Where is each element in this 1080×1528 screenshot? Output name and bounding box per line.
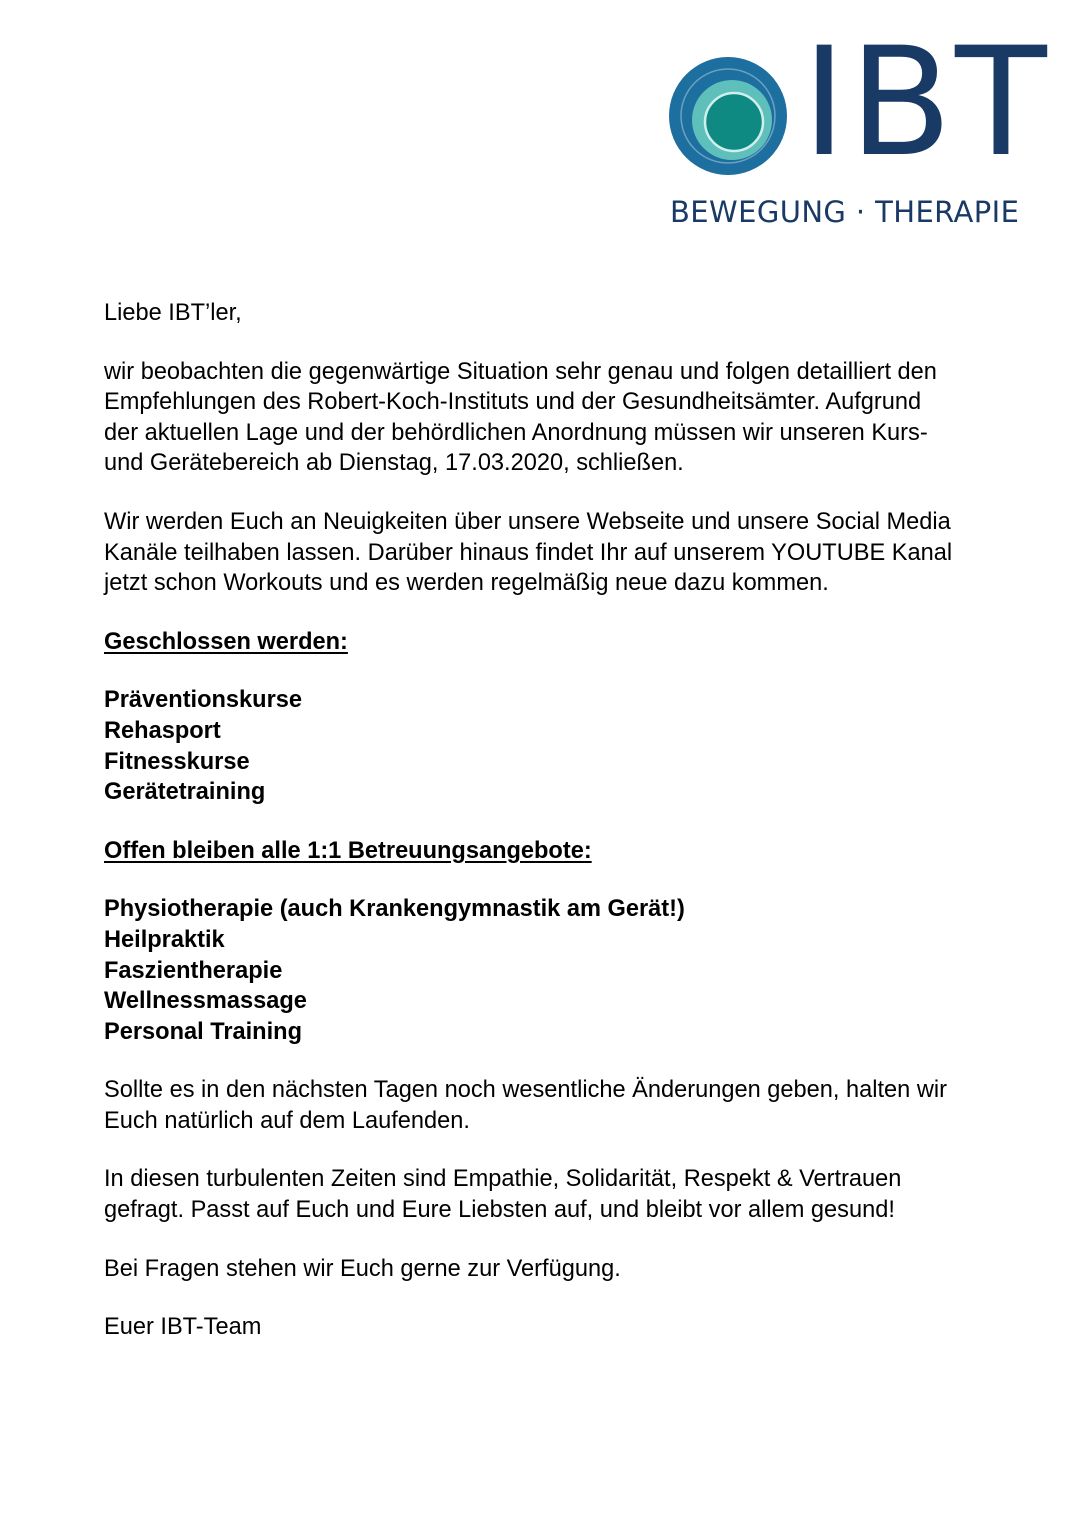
ibt-logo (668, 16, 1050, 232)
paragraph-updates: Wir werden Euch an Neuigkeiten über unsere Webseite und unsere Social Media Kanäle teilhaben lassen. Darüber hinaus findet Ihr auf unserem YOUTUBE Kanal jetzt schon Workouts und es werden regelmäßig neue dazu kommen. (104, 508, 953, 597)
list-item: Faszientherapie (104, 957, 283, 984)
list-item: Präventionskurse (104, 687, 303, 714)
list-item: Wellnessmassage (104, 988, 307, 1015)
salutation: Liebe IBT’ler, (104, 300, 242, 326)
list-item: Gerätetraining (104, 779, 266, 806)
paragraph-turbulent-times: In diesen turbulenten Zeiten sind Empathie, Solidarität, Respekt & Vertrauen gefragt. Passt auf Euch und Eure Liebsten auf, und bleibt vor allem gesund! (104, 1166, 902, 1224)
list-item: Personal Training (104, 1018, 302, 1045)
logo-circle-icon (668, 56, 788, 176)
closed-heading: Geschlossen werden: (104, 628, 348, 655)
logo-wordmark: IBT (802, 16, 1050, 190)
paragraph-situation: wir beobachten die gegenwärtige Situation sehr genau und folgen detailliert den Empfehlungen des Robert-Koch-Instituts und der Gesundheitsämter. Aufgrund der aktuellen Lage und der behördlichen Anordnung müssen wir unseren Kurs- und Gerätebereich ab Dienstag, 17.03.2020, schließen. (104, 358, 937, 477)
list-item: Heilpraktik (104, 926, 225, 953)
list-item: Fitnesskurse (104, 748, 250, 775)
logo-tagline: BEWEGUNG · THERAPIE (670, 195, 1020, 229)
paragraph-changes: Sollte es in den nächsten Tagen noch wesentliche Änderungen geben, halten wir Euch natürlich auf dem Laufenden. (104, 1077, 947, 1134)
letter-body (104, 298, 1034, 1343)
list-item: Physiotherapie (auch Krankengymnastik am Gerät!) (104, 896, 685, 923)
signoff: Euer IBT-Team (104, 1314, 262, 1341)
paragraph-questions: Bei Fragen stehen wir Euch gerne zur Verfügung. (104, 1255, 621, 1282)
open-heading: Offen bleiben alle 1:1 Betreuungsangebote: (104, 837, 592, 864)
closed-list (104, 685, 1034, 807)
open-list (104, 894, 1034, 1047)
list-item: Rehasport (104, 717, 221, 744)
